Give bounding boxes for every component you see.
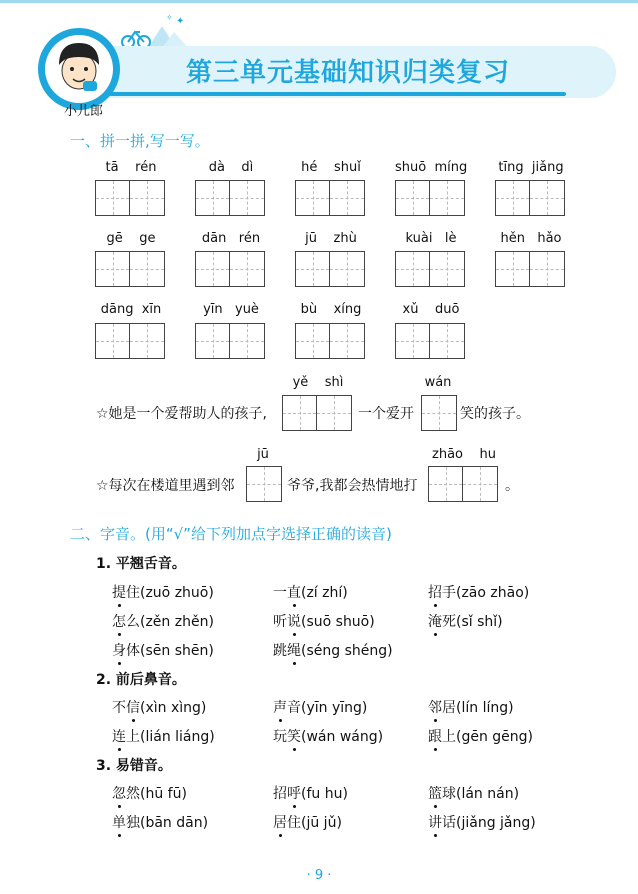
avatar-label: 小儿郎 — [64, 104, 104, 119]
option-item: 淹死(sǐ shǐ) — [428, 614, 503, 630]
writing-box[interactable] — [95, 251, 165, 287]
pinyin: yīn yuè — [203, 302, 259, 317]
option-item: 忽然(hū fū) — [112, 786, 187, 802]
pinyin: tā rén — [105, 160, 157, 175]
option-item: 邻居(lín líng) — [428, 700, 514, 716]
title-underline — [60, 92, 566, 96]
group-title: 3. 易错音。 — [96, 758, 172, 774]
pinyin: hé shuǐ — [301, 160, 361, 175]
option-item: 提住(zuō zhuō) — [112, 585, 214, 601]
writing-box[interactable] — [428, 466, 498, 502]
avatar — [45, 35, 113, 103]
sentence-text: ☆她是一个爱帮助人的孩子, — [96, 406, 268, 422]
writing-box[interactable] — [395, 251, 465, 287]
writing-box[interactable] — [95, 323, 165, 359]
pinyin: jū — [257, 447, 269, 462]
writing-box[interactable] — [395, 323, 465, 359]
writing-box[interactable] — [395, 180, 465, 216]
pinyin: shuō míng — [395, 160, 468, 175]
option-item: 居住(jū jǔ) — [273, 815, 342, 831]
sentence-text: 。 — [505, 478, 519, 494]
option-item: 篮球(lán nán) — [428, 786, 520, 802]
writing-box[interactable] — [495, 180, 565, 216]
option-item: 不信(xìn xìng) — [112, 700, 207, 716]
writing-box[interactable] — [295, 251, 365, 287]
page-number: · 9 · — [306, 868, 332, 883]
boy-avatar-icon — [45, 35, 113, 103]
writing-box[interactable] — [195, 323, 265, 359]
svg-text:✦: ✦ — [176, 16, 185, 27]
svg-text:✧: ✧ — [166, 13, 173, 22]
option-item: 连上(lián liáng) — [112, 729, 215, 745]
pinyin: zhāo hu — [432, 447, 496, 462]
option-item: 听说(suō shuō) — [273, 614, 375, 630]
pinyin: gē ge — [106, 231, 156, 246]
option-item: 跟上(gēn gēng) — [428, 729, 534, 745]
pinyin: dān rén — [201, 231, 261, 246]
pinyin: dāng xīn — [100, 302, 162, 317]
writing-box[interactable] — [195, 251, 265, 287]
pinyin: xǔ duō — [402, 302, 460, 317]
option-item: 怎么(zěn zhěn) — [112, 614, 214, 630]
option-item: 单独(bān dān) — [112, 815, 209, 831]
section1-heading: 一、拼一拼,写一写。 — [70, 132, 210, 150]
writing-box[interactable] — [95, 180, 165, 216]
top-border — [0, 0, 638, 3]
option-item: 一直(zí zhí) — [273, 585, 348, 601]
pinyin: yě shì — [292, 375, 344, 390]
option-item: 招手(zāo zhāo) — [428, 585, 530, 601]
option-item: 讲话(jiǎng jǎng) — [428, 815, 536, 831]
writing-box[interactable] — [282, 395, 352, 431]
writing-box[interactable] — [295, 323, 365, 359]
option-item: 招呼(fu hu) — [273, 786, 348, 802]
option-item: 身体(sēn shēn) — [112, 643, 214, 659]
sentence-text: ☆每次在楼道里遇到邻 — [96, 478, 235, 494]
pinyin: tīng jiǎng — [498, 160, 564, 175]
pinyin: kuài lè — [405, 231, 457, 246]
sentence-text: 一个爱开 — [358, 406, 414, 422]
pinyin: wán — [424, 375, 452, 390]
group-title: 2. 前后鼻音。 — [96, 672, 186, 688]
writing-box[interactable] — [495, 251, 565, 287]
pinyin: hěn hǎo — [500, 231, 562, 246]
pinyin: bù xíng — [300, 302, 362, 317]
sentence-text: 爷爷,我都会热情地打 — [287, 478, 418, 494]
option-item: 玩笑(wán wáng) — [273, 729, 384, 745]
page-title: 第三单元基础知识归类复习 — [185, 58, 510, 88]
group-title: 1. 平翘舌音。 — [96, 556, 186, 572]
sentence-text: 笑的孩子。 — [460, 406, 530, 422]
writing-box[interactable] — [195, 180, 265, 216]
pinyin: dà dì — [208, 160, 254, 175]
option-item: 声音(yīn yīng) — [273, 700, 368, 716]
writing-box[interactable] — [246, 466, 282, 502]
section2-heading: 二、字音。(用“√”给下列加点字选择正确的读音) — [70, 525, 392, 543]
writing-box[interactable] — [295, 180, 365, 216]
option-item: 跳绳(séng shéng) — [273, 643, 393, 659]
pinyin: jū zhù — [305, 231, 357, 246]
writing-box[interactable] — [421, 395, 457, 431]
